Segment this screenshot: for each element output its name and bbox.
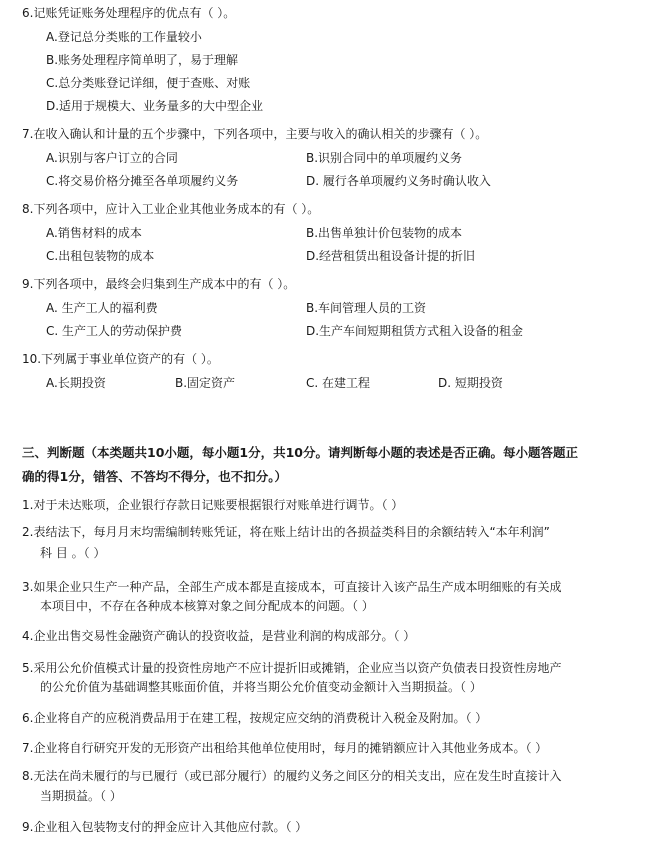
question-8-option-d: D.经营租赁出租设备计提的折旧: [306, 249, 476, 263]
question-7-option-b: B.识别合同中的单项履约义务: [306, 151, 463, 165]
tf-item-9: 9.企业租入包装物支付的押金应计入其他应付款。（ ）: [22, 820, 308, 834]
question-10-stem: 10.下列属于事业单位资产的有（ ）。: [22, 352, 219, 366]
question-6-option-b: B.账务处理程序简单明了，易于理解: [46, 53, 239, 67]
question-8-stem: 8.下列各项中，应计入工业企业其他业务成本的有（ ）。: [22, 202, 320, 216]
question-6-option-a: A.登记总分类账的工作量较小: [46, 30, 202, 44]
question-7-stem: 7.在收入确认和计量的五个步骤中，下列各项中，主要与收入的确认相关的步骤有（ ）。: [22, 127, 488, 141]
tf-item-2: 2.表结法下，每月月末均需编制转账凭证，将在账上结计出的各损益类科目的余额结转入“本年利润”: [22, 525, 550, 539]
question-8-option-c: C.出租包装物的成本: [46, 249, 155, 263]
question-6-option-c: C.总分类账登记详细，便于查账、对账: [46, 76, 251, 90]
tf-item-5: 5.采用公允价值模式计量的投资性房地产不应计提折旧或摊销，企业应当以资产负债表日投资性房地产: [22, 661, 562, 675]
section-heading-line-2: 确的得1分，错答、不答均不得分，也不扣分。）: [22, 469, 287, 484]
tf-item-3: 3.如果企业只生产一种产品，全部生产成本都是直接成本，可直接计入该产品生产成本明细账的有关成: [22, 580, 562, 594]
question-6-option-d: D.适用于规模大、业务量多的大中型企业: [46, 99, 264, 113]
question-10-option-b: B.固定资产: [175, 376, 236, 390]
question-9-option-d: D.生产车间短期租赁方式租入设备的租金: [306, 324, 524, 338]
tf-item-8: 8.无法在尚未履行的与已履行（或已部分履行）的履约义务之间区分的相关支出，应在发生时直接计入: [22, 769, 562, 783]
tf-item-5-continued: 的公允价值为基础调整其账面价值，并将当期公允价值变动金额计入当期损益。（ ）: [40, 680, 482, 694]
tf-item-4: 4.企业出售交易性金融资产确认的投资收益，是营业利润的构成部分。（ ）: [22, 629, 416, 643]
question-10-option-c: C. 在建工程: [306, 376, 371, 390]
question-9-option-b: B.车间管理人员的工资: [306, 301, 427, 315]
tf-item-3-continued: 本项目中，不存在各种成本核算对象之间分配成本的问题。（ ）: [40, 599, 374, 613]
question-10-option-d: D. 短期投资: [438, 376, 503, 390]
tf-item-2-continued: 科 目 。（ ）: [40, 546, 106, 560]
question-7-option-c: C.将交易价格分摊至各单项履约义务: [46, 174, 239, 188]
question-9-option-a: A. 生产工人的福利费: [46, 301, 158, 315]
question-9-option-c: C. 生产工人的劳动保护费: [46, 324, 183, 338]
tf-item-6: 6.企业将自产的应税消费品用于在建工程，按规定应交纳的消费税计入税金及附加。（ ）: [22, 711, 488, 725]
question-9-stem: 9.下列各项中，最终会归集到生产成本中的有（ ）。: [22, 277, 296, 291]
section-heading-line-1: 三、判断题（本类题共10小题，每小题1分，共10分。请判断每小题的表述是否正确。每小题答题正: [22, 445, 578, 460]
tf-item-8-continued: 当期损益。（ ）: [40, 789, 122, 803]
tf-item-1: 1.对于未达账项，企业银行存款日记账要根据银行对账单进行调节。（ ）: [22, 498, 404, 512]
question-10-option-a: A.长期投资: [46, 376, 106, 390]
tf-item-7: 7.企业将自行研究开发的无形资产出租给其他单位使用时，每月的摊销额应计入其他业务成本。（ ）: [22, 741, 548, 755]
question-7-option-d: D. 履行各单项履约义务时确认收入: [306, 174, 491, 188]
question-8-option-a: A.销售材料的成本: [46, 226, 142, 240]
question-7-option-a: A.识别与客户订立的合同: [46, 151, 178, 165]
question-6-stem: 6.记账凭证账务处理程序的优点有（ ）。: [22, 6, 236, 20]
question-8-option-b: B.出售单独计价包装物的成本: [306, 226, 463, 240]
